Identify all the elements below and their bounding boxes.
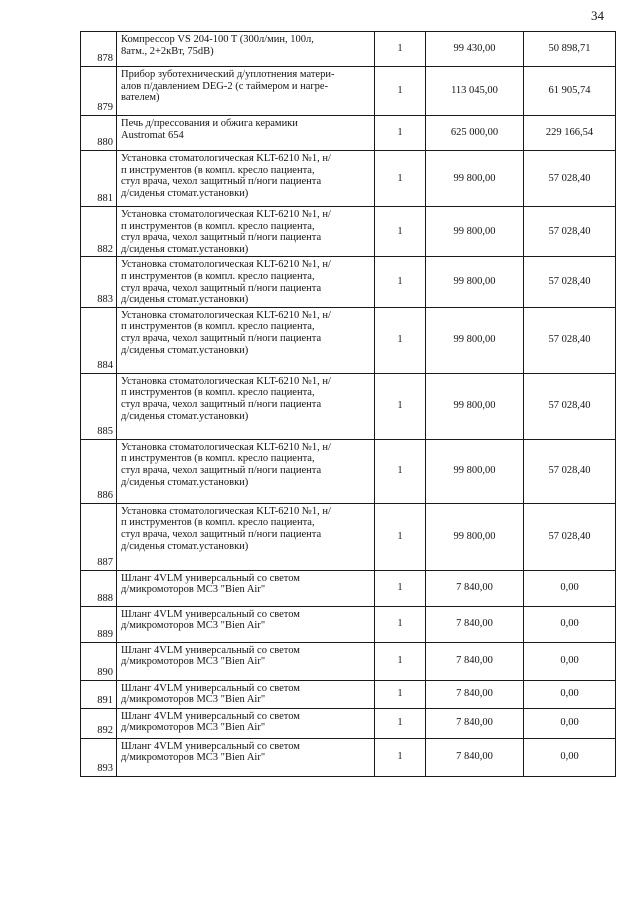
item-description-line: стул врача, чехол защитный п/ноги пациента [121, 232, 322, 244]
item-description-line: д/микромоторов MC3 "Bien Air" [121, 752, 266, 764]
item-price: 7 840,00 [456, 655, 493, 667]
item-residual-value: 57 028,40 [548, 172, 591, 184]
item-description-line: Установка стоматологическая KLT-6210 №1, н/ [121, 375, 331, 387]
item-description-line: стул врача, чехол защитный п/ноги пациента [121, 398, 322, 410]
row-number-cell [81, 307, 117, 373]
row-number-cell [81, 738, 117, 776]
item-residual-value-cell [524, 680, 616, 708]
item-residual-value: 57 028,40 [548, 225, 591, 237]
item-description-cell [117, 32, 375, 67]
table-row [81, 680, 616, 708]
item-description-line: д/сиденья стомат.установки) [121, 294, 249, 306]
table-row [81, 738, 616, 776]
item-residual-value-cell [524, 151, 616, 207]
item-price-cell [426, 503, 524, 570]
item-description-line: Шланг 4VLM универсальный со светом [121, 682, 300, 694]
item-residual-value-cell [524, 642, 616, 680]
item-description-cell [117, 503, 375, 570]
row-number: 885 [97, 426, 113, 438]
item-price-cell [426, 708, 524, 738]
item-description-line: стул врача, чехол защитный п/ноги пациента [121, 332, 322, 344]
item-price: 7 840,00 [456, 688, 493, 700]
row-number-cell [81, 642, 117, 680]
row-number: 880 [97, 137, 113, 149]
item-quantity: 1 [397, 225, 403, 237]
item-quantity: 1 [397, 618, 403, 630]
item-description-cell [117, 373, 375, 439]
row-number: 893 [97, 763, 113, 775]
item-price: 99 800,00 [453, 334, 496, 346]
row-number-cell [81, 67, 117, 116]
item-description-cell [117, 116, 375, 151]
item-residual-value-cell [524, 570, 616, 606]
item-description-line: Компрессор VS 204-100 T (300л/мин, 100л, [121, 34, 314, 45]
row-number: 883 [97, 294, 113, 306]
item-price-cell [426, 606, 524, 642]
item-residual-value-cell [524, 257, 616, 307]
item-residual-value-cell [524, 67, 616, 116]
item-price: 7 840,00 [456, 582, 493, 594]
item-description-line: Шланг 4VLM универсальный со светом [121, 608, 300, 620]
item-quantity-cell [375, 642, 426, 680]
item-description-line: стул врача, чехол защитный п/ноги пациента [121, 176, 322, 188]
item-description-line: д/сиденья стомат.установки) [121, 187, 249, 199]
row-number: 879 [97, 102, 113, 114]
item-quantity-cell [375, 738, 426, 776]
item-quantity: 1 [397, 717, 403, 729]
item-price-cell [426, 570, 524, 606]
item-price-cell [426, 439, 524, 503]
item-price-cell [426, 642, 524, 680]
item-description-line: стул врача, чехол защитный п/ноги пациента [121, 528, 322, 540]
item-quantity: 1 [397, 334, 403, 346]
item-residual-value-cell [524, 32, 616, 67]
row-number: 884 [97, 360, 113, 372]
item-price: 99 800,00 [453, 530, 496, 542]
item-price: 99 800,00 [453, 276, 496, 288]
item-quantity: 1 [397, 276, 403, 288]
row-number-cell [81, 32, 117, 67]
item-residual-value: 0,00 [560, 688, 579, 700]
table-row [81, 642, 616, 680]
item-description-cell [117, 642, 375, 680]
item-description-line: Установка стоматологическая KLT-6210 №1, н/ [121, 309, 331, 321]
item-quantity-cell [375, 207, 426, 257]
item-quantity-cell [375, 708, 426, 738]
item-description-line: п инструментов (в компл. кресло пациента, [121, 164, 315, 176]
item-description-cell [117, 151, 375, 207]
item-description-line: алов п/давлением DEG-2 (с таймером и нагре- [121, 80, 329, 92]
item-description-line: д/микромоторов MC3 "Bien Air" [121, 722, 266, 734]
item-description-line: д/сиденья стомат.установки) [121, 344, 249, 356]
row-number: 881 [97, 193, 113, 205]
row-number-cell [81, 570, 117, 606]
item-description-line: 8атм., 2+2кВт, 75dB) [121, 45, 214, 57]
item-description-line: Установка стоматологическая KLT-6210 №1, н/ [121, 505, 331, 517]
item-quantity-cell [375, 67, 426, 116]
item-quantity-cell [375, 570, 426, 606]
item-description-line: Прибор зуботехнический д/уплотнения матери- [121, 69, 335, 80]
item-price-cell [426, 257, 524, 307]
item-description-line: вателем) [121, 92, 160, 104]
item-description-line: д/сиденья стомат.установки) [121, 410, 249, 422]
item-description-line: п инструментов (в компл. кресло пациента, [121, 220, 315, 232]
item-quantity-cell [375, 606, 426, 642]
item-price: 99 800,00 [453, 225, 496, 237]
item-price-cell [426, 32, 524, 67]
item-residual-value-cell [524, 207, 616, 257]
table-row [81, 116, 616, 151]
item-description-line: Установка стоматологическая KLT-6210 №1, н/ [121, 153, 331, 164]
table-row [81, 67, 616, 116]
item-description-line: Austromat 654 [121, 129, 184, 141]
item-residual-value: 0,00 [560, 618, 579, 630]
item-description-line: п инструментов (в компл. кресло пациента, [121, 453, 315, 465]
item-quantity-cell [375, 116, 426, 151]
item-price: 113 045,00 [451, 85, 498, 97]
item-description-line: п инструментов (в компл. кресло пациента, [121, 321, 315, 333]
item-price-cell [426, 116, 524, 151]
item-quantity-cell [375, 439, 426, 503]
table-row [81, 373, 616, 439]
row-number: 890 [97, 667, 113, 679]
table-row [81, 257, 616, 307]
item-description-line: п инструментов (в компл. кресло пациента, [121, 517, 315, 529]
item-price-cell [426, 680, 524, 708]
item-description-cell [117, 257, 375, 307]
row-number-cell [81, 503, 117, 570]
item-residual-value: 0,00 [560, 717, 579, 729]
item-quantity: 1 [397, 400, 403, 412]
item-quantity: 1 [397, 172, 403, 184]
row-number-cell [81, 373, 117, 439]
row-number-cell [81, 708, 117, 738]
table-row [81, 570, 616, 606]
item-description-cell [117, 570, 375, 606]
item-price: 99 800,00 [453, 172, 496, 184]
item-quantity: 1 [397, 127, 403, 139]
item-residual-value-cell [524, 606, 616, 642]
item-residual-value-cell [524, 373, 616, 439]
item-description-line: Шланг 4VLM универсальный со светом [121, 644, 300, 656]
item-quantity: 1 [397, 43, 403, 55]
table-row [81, 32, 616, 67]
item-quantity: 1 [397, 751, 403, 763]
row-number: 882 [97, 243, 113, 255]
row-number-cell [81, 439, 117, 503]
item-price-cell [426, 307, 524, 373]
item-description-line: Установка стоматологическая KLT-6210 №1, н/ [121, 259, 331, 271]
item-description-line: Шланг 4VLM универсальный со светом [121, 572, 300, 584]
item-description-line: д/сиденья стомат.установки) [121, 243, 249, 255]
item-quantity: 1 [397, 465, 403, 477]
item-residual-value-cell [524, 116, 616, 151]
item-quantity: 1 [397, 530, 403, 542]
item-quantity-cell [375, 257, 426, 307]
item-residual-value: 57 028,40 [548, 465, 591, 477]
item-price-cell [426, 207, 524, 257]
item-description-cell [117, 307, 375, 373]
item-description-line: стул врача, чехол защитный п/ноги пациента [121, 282, 322, 294]
row-number: 891 [97, 695, 113, 707]
item-residual-value: 57 028,40 [548, 400, 591, 412]
item-description-line: д/микромоторов MC3 "Bien Air" [121, 584, 266, 596]
inventory-table [80, 31, 616, 777]
item-residual-value: 50 898,71 [548, 43, 591, 55]
item-price: 7 840,00 [456, 751, 493, 763]
item-residual-value-cell [524, 708, 616, 738]
item-residual-value: 0,00 [560, 751, 579, 763]
item-price: 99 800,00 [453, 400, 496, 412]
row-number-cell [81, 257, 117, 307]
item-description-cell [117, 67, 375, 116]
item-price-cell [426, 373, 524, 439]
item-residual-value: 57 028,40 [548, 276, 591, 288]
item-description-cell [117, 738, 375, 776]
item-price-cell [426, 67, 524, 116]
row-number-cell [81, 606, 117, 642]
item-description-line: стул врача, чехол защитный п/ноги пациента [121, 464, 322, 476]
item-residual-value: 0,00 [560, 582, 579, 594]
row-number-cell [81, 116, 117, 151]
item-quantity: 1 [397, 655, 403, 667]
item-description-line: Шланг 4VLM универсальный со светом [121, 710, 300, 722]
row-number: 889 [97, 629, 113, 641]
table-row [81, 708, 616, 738]
item-residual-value: 0,00 [560, 655, 579, 667]
item-quantity-cell [375, 151, 426, 207]
item-price-cell [426, 151, 524, 207]
item-quantity-cell [375, 680, 426, 708]
item-quantity: 1 [397, 582, 403, 594]
item-residual-value-cell [524, 439, 616, 503]
item-description-line: д/сиденья стомат.установки) [121, 540, 249, 552]
item-price: 625 000,00 [450, 127, 499, 139]
table-row [81, 207, 616, 257]
item-description-line: д/микромоторов MC3 "Bien Air" [121, 620, 266, 632]
row-number: 886 [97, 490, 113, 502]
item-residual-value-cell [524, 738, 616, 776]
row-number: 892 [97, 725, 113, 737]
item-description-cell [117, 207, 375, 257]
item-price: 99 430,00 [453, 43, 496, 55]
item-description-line: Шланг 4VLM универсальный со светом [121, 740, 300, 752]
table-row [81, 439, 616, 503]
table-row [81, 503, 616, 570]
row-number: 887 [97, 557, 113, 569]
item-price: 7 840,00 [456, 618, 493, 630]
item-description-line: д/сиденья стомат.установки) [121, 476, 249, 488]
item-residual-value: 57 028,40 [548, 334, 591, 346]
item-description-cell [117, 680, 375, 708]
item-description-line: Установка стоматологическая KLT-6210 №1, н/ [121, 209, 331, 220]
item-price: 7 840,00 [456, 717, 493, 729]
item-residual-value-cell [524, 307, 616, 373]
table-row [81, 307, 616, 373]
item-description-line: д/микромоторов MC3 "Bien Air" [121, 656, 266, 668]
item-description-cell [117, 606, 375, 642]
item-quantity-cell [375, 307, 426, 373]
page-number: 34 [591, 8, 604, 23]
item-quantity-cell [375, 32, 426, 67]
item-residual-value: 61 905,74 [548, 85, 591, 97]
item-price: 99 800,00 [453, 465, 496, 477]
item-description-line: Установка стоматологическая KLT-6210 №1, н/ [121, 441, 331, 453]
item-quantity: 1 [397, 85, 403, 97]
inventory-table-body [81, 32, 616, 777]
item-description-cell [117, 708, 375, 738]
row-number-cell [81, 151, 117, 207]
table-row [81, 606, 616, 642]
item-description-line: Печь д/прессования и обжига керамики [121, 118, 298, 129]
item-price-cell [426, 738, 524, 776]
row-number: 888 [97, 593, 113, 605]
row-number-cell [81, 207, 117, 257]
item-quantity-cell [375, 373, 426, 439]
item-quantity-cell [375, 503, 426, 570]
item-residual-value: 229 166,54 [545, 127, 594, 139]
row-number: 878 [97, 53, 113, 65]
item-quantity: 1 [397, 688, 403, 700]
item-residual-value-cell [524, 503, 616, 570]
item-description-line: п инструментов (в компл. кресло пациента, [121, 387, 315, 399]
row-number-cell [81, 680, 117, 708]
item-residual-value: 57 028,40 [548, 530, 591, 542]
item-description-line: п инструментов (в компл. кресло пациента, [121, 270, 315, 282]
table-row [81, 151, 616, 207]
item-description-cell [117, 439, 375, 503]
item-description-line: д/микромоторов MC3 "Bien Air" [121, 694, 266, 706]
